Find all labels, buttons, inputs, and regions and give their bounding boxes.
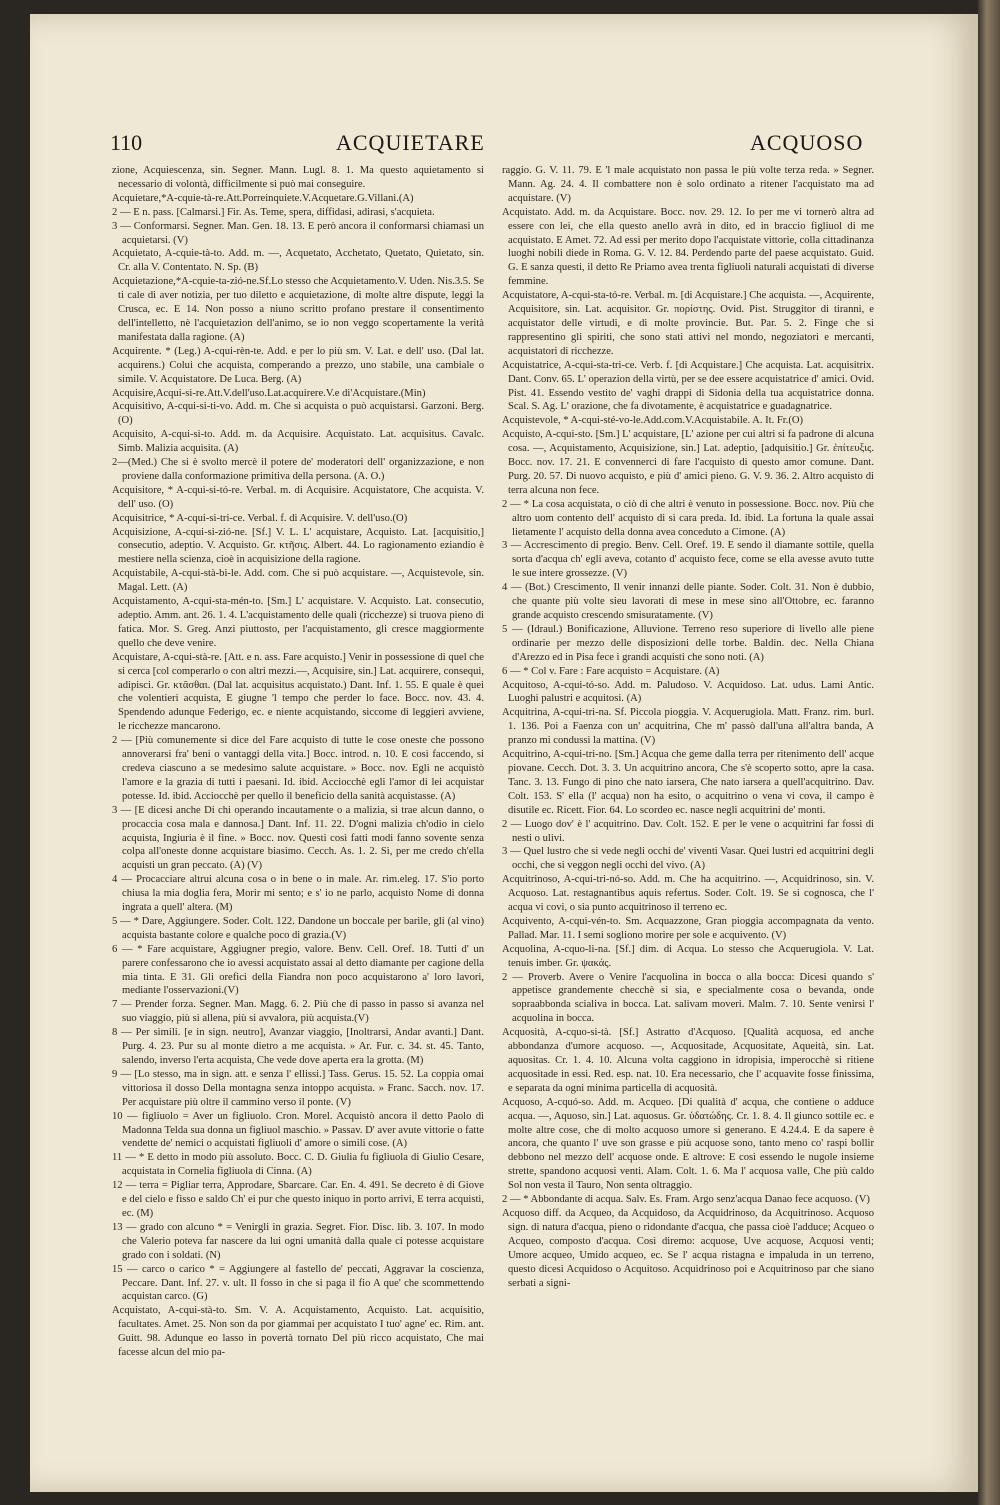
dictionary-entry: Acquitrinoso, A-cqui-tri-nó-so. Add. m. Che ha acquitrino. —, Acquidrinoso, sin. V. Acquoso. Lat. restagnantibus aquis refertus. Soder. Colt. 19. Se si cognosca, che l' acqua vi covi, o sia punto acquitrinoso il terreno ec. (502, 874, 874, 914)
dictionary-entry: Acquoso diff. da Acqueo, da Acquidoso, da Acquidrinoso, da Acquitrinoso. Acquoso sign. di natura d'acqua, pieno o ridondante d'acqua, che passa cioè l'adduce; Acqueo o Acqueo, composto d'acqua. Così diremo: acquose, Uve acquose, Acquosi venti; Umore acqueo, Umido acqueo, ec. Se l' acqua ristagna e impaluda in un terreno, questo dicesi Acquidoso o Acquitoso. Acquidrinoso poi e Acquitrinoso par che siano serbati a signi- (502, 1207, 874, 1289)
dictionary-entry: 7 — Prender forza. Segner. Man. Magg. 6. 2. Più che di passo in passo si avanza nel suo viaggio, più si allena, più si avvalora, più acquista.(V) (112, 999, 484, 1025)
dictionary-entry: Acquitrina, A-cqui-tri-na. Sf. Piccola pioggia. V. Acquerugiola. Matt. Franz. rim. burl. 1. 136. Poi a Faenza con un' acquitrina, Che m' passò dall'una all'altra banda, A pranzo mi condussi la mattina. (V) (502, 707, 874, 747)
dictionary-entry: Acquietazione,*A-cquie-ta-zió-ne.Sf.Lo stesso che Acquietamento.V. Uden. Nis.3.5. Se ti cale di aver notizia, per tuo diletto e acquietazione, di molte altre dispute, leggi la Crusca, ec. E 14. Non posso a niuno scritto profano prestare il consentimento dell'intelletto, nè l'acquietazion dell'animo, se io non veggo scopertamente la verità manifestata dalla ragione. (A) (112, 276, 484, 343)
dictionary-entry: zione, Acquiescenza, sin. Segner. Mann. Lugl. 8. 1. Ma questo aquietamento si necessario di volontà, difficilmente si può mai conseguire. (112, 165, 484, 190)
dictionary-entry: Acquosità, A-cquo-si-tà. [Sf.] Astratto d'Acquoso. [Qualità acquosa, ed anche abbondanza d'umore acquoso. —, Acquositade, Acquositate, Aqueità, sin. Lat. aquositas. Cr. 1. 4. 10. Alcuna volta caggiono in idropisia, imperocchè si ritiene acquositade in essi. Red. esp. nat. 10. Era necessario, che l' acquavite fosse finissima, e separata da ogni minima particella di acquosità. (502, 1027, 874, 1094)
dictionary-entry: 6 — * Col v. Fare : Fare acquisto = Acquistare. (A) (502, 665, 720, 677)
dictionary-entry: Acquisitrice, * A-cqui-si-tri-ce. Verbal. f. di Acquisire. V. dell'uso.(O) (112, 512, 408, 524)
dictionary-entry: 9 — [Lo stesso, ma in sign. att. e senza l' ellissi.] Tass. Gerus. 15. 52. La coppia omai vittoriosa il dosso Della montagna senza intoppo acquista. » Franc. Sacch. nov. 17. Per acquistare più oltre il cammino verso il ponte. (V) (112, 1068, 484, 1108)
dictionary-entry: Acquitoso, A-cqui-tó-so. Add. m. Paludoso. V. Acquidoso. Lat. udus. Lami Antic. Luoghi palustri e acquitosi. (A) (502, 679, 874, 705)
dictionary-entry: 12 — terra = Pigliar terra, Approdare, Sbarcare. Car. En. 4. 491. Se decreto è di Giove e del cielo e fisso e saldo Ch' ei pur che questo iniquo in porto arrivi, E terra acquisti, ec. (M) (112, 1180, 484, 1219)
dictionary-entry: 2—(Med.) Che si è svolto mercè il potere de' moderatori dell' organizzazione, e non proviene dalla conformazione primitiva della persona. (A. O.) (112, 457, 484, 482)
dictionary-entry: 3 — [E dicesi anche Di chi operando incautamente o a malizia, si trae alcun danno, o procaccia cosa mala e dannosa.] Dant. Inf. 11. 22. D'ogni malizia ch'odio in cielo acquista, Ingiuria è il fine. » Bocc. nov. Questi così fatti modi fanno sovente senza colpa all'oneste donne acquistare biasimo. Cecch. As. 1. 2. Sì, per me credo ch'ella acquisti un gran peccato. (A) (V) (112, 804, 484, 872)
dictionary-entry: Acquietare,*A-cquie-tà-re.Att.Porreinquiete.V.Acquetare.G.Villani.(A) (112, 192, 414, 204)
dictionary-entry: Acquisto, A-cqui-sto. [Sm.] L' acquistare, [L' azione per cui altri si fa padrone di alcuna cosa. —, Acquistamento, Acquisizione, sin.] Lat. adeptio, [adquisitio.] Gr. ἐπίτευξις. Bocc. nov. 17. 21. E convennerci di fare l'acquisto di questo amor comune. Dant. Purg. 20. 57. Di nuovo acquisto, e più d' amici pieno. G. V. 9. 36. 2. Altro acquisto di terra alcuna non fece. (502, 429, 874, 496)
dictionary-entry: Acquietato, A-cquie-tà-to. Add. m. —, Acquetato, Acchetato, Quetato, Quietato, sin. Cr. alla V. Contentato. N. Sp. (B) (112, 248, 484, 274)
dictionary-page (30, 14, 978, 1492)
dictionary-entry: 3 — Quel lustro che si vede negli occhi de' viventi Vasar. Quei lustri ed acquitrini degli occhi, che si veggon negli occhi del vivo. (A) (502, 846, 874, 872)
dictionary-entry: Acquirente. * (Leg.) A-cqui-rèn-te. Add. e per lo più sm. V. Lat. e dell' uso. (Dal lat. acquirens.) Colui che acquista, comperando a prezzo, uno stabile, una cambiale o simile. V. Acquistatore. De Luca. Berg. (A) (112, 345, 484, 385)
dictionary-entry: 5 — (Idraul.) Bonificazione, Alluvione. Terreno reso superiore di livello alle piene ordinarie per mezzo delle disposizioni delle torbe. Baldin. dec. Nella Chiana d'Arezzo ed in Pisa fece i grandi acquisti che sono noti. (A) (502, 623, 874, 663)
dictionary-entry: 8 — Per simili. [e in sign. neutro], Avanzar viaggio, [Inoltrarsi, Andar avanti.] Dant. Purg. 4. 23. Pur su al monte dietro a me acquista. » Ar. Fur. c. 34. st. 45. Tanto, salendo, inverso l'erta acquista, Che vede dove aperta era la grotta. (M) (112, 1027, 484, 1066)
left-headword: ACQUIETARE (336, 130, 485, 155)
dictionary-entry: Acquivento, A-cqui-vén-to. Sm. Acquazzone, Gran pioggia accompagnata da vento. Pallad. Mar. 11. I semi sogliono morire per sole e acquivento. (V) (502, 915, 874, 941)
dictionary-entry: 2 — E n. pass. [Calmarsi.] Fir. As. Teme, spera, diffidasi, adirasi, s'acquieta. (112, 206, 435, 218)
dictionary-entry: Acquisitivo, A-cqui-si-ti-vo. Add. m. Che si acquista o può acquistarsi. Garzoni. Berg. (O) (112, 401, 484, 427)
dictionary-entry: 11 — * E detto in modo più assoluto. Bocc. C. D. Giulia fu figliuola di Giulio Cesare, acquistata in Cornelia figliuola di Cinna. (A) (112, 1152, 484, 1178)
dictionary-entry: raggio. G. V. 11. 79. E 'l male acquistato non passa le più volte terza reda. » Segner. Mann. Ag. 24. 4. Il combattere non è solo ordinato a ritener l'acquistato ma ad acquistare. (V) (502, 165, 874, 204)
dictionary-entry: 2 — * La cosa acquistata, o ciò di che altri è venuto in possessione. Bocc. nov. Più che altro uom contento dell' acquisto di sì cara preda. Id. ibid. La fortuna la quale assai lietamente l' acquisto della donna avea conceduto a Cimone. (A) (502, 498, 874, 538)
dictionary-entry: 15 — carco o carico * = Aggiungere al fastello de' peccati, Aggravar la coscienza, Peccare. Dant. Inf. 27. v. ult. Il fosso in che si paga il fio A que' che scommettendo acquistan carco. (G) (112, 1263, 484, 1303)
dictionary-entry: 3 — Accrescimento di pregio. Benv. Cell. Oref. 19. E sendo il diamante sottile, quella sorta d'acqua ch' egli aveva, cotanto d' acquisto fece, come se ella avesse avuto tutte le sue intere grossezze. (V) (502, 540, 874, 580)
dictionary-entry: Acquistato. Add. m. da Acquistare. Bocc. nov. 29. 12. Io per me vi tornerò altra ad essere con lei, che ella questo anello avrà in dito, ed in braccio figliuol di me acquistato. E Amet. 72. Ad essi per merito dopo l'acquistate vittorie, colla cittadinanza luoghi nobili diede in Roma. G. V. 12. 84. Perdendo parte del paese acquistato. Guid. G. E sanza questi, il detto Re Priamo avea trenta figliuoli naturali acquistati di diverse femmine. (502, 206, 874, 288)
dictionary-entry: Acquistare, A-cqui-stà-re. [Att. e n. ass. Fare acquisto.] Venir in possessione di quel che si cerca [col comperarlo o con altri mezzi.—, Acquisire, sin.] Lat. acquirere, consequi, adipisci. Gr. κτᾶσθαι. (Dal lat. acquisitus acquistato.) Dant. Inf. 1. 55. E quale è quei che volentieri acquista, E giugne 'l tempo che perder lo face. Bocc. nov. 43. 4. Spendendo adunque Federigo, ec. e niente acquistando, siccome di leggieri avviene, le ricchezze mancarono. (112, 651, 484, 733)
dictionary-entry: Acquistevole, * A-cqui-sté-vo-le.Add.com.V.Acquistabile. A. It. Fr.(O) (502, 415, 804, 427)
dictionary-entry: 3 — Conformarsi. Segner. Man. Gen. 18. 13. E però ancora il conformarsi chiamasi un acquietarsi. (V) (112, 220, 484, 246)
dictionary-entry: 4 — (Bot.) Crescimento, Il venir innanzi delle piante. Soder. Colt. 31. Non è dubbio, che quante più volte sieu lavorati di mese in mese sino all'Ottobre, ec. faranno grande acquisto crescendo smisuratamente. (V) (502, 582, 874, 621)
dictionary-entry: 2 — Luogo dov' è l' acquitrino. Dav. Colt. 152. E per le vene o acquitrini far fossi di nesti o ulivi. (502, 818, 874, 844)
dictionary-entry: 6 — * Fare acquistare, Aggiugner pregio, valore. Benv. Cell. Oref. 18. Tutti d' un parere confessarono che io avessi acquistato assai al detto diamante per cagione della mia tinta. E 31. Gli orefici della Fiandra non poco acquistarono a' loro lavori, mediante l'osservazioni.(V) (112, 943, 484, 997)
page-number: 110 (110, 130, 143, 155)
dictionary-entry: Acquisito, A-cqui-si-to. Add. m. da Acquisire. Acquistato. Lat. acquisitus. Cavalc. Simb. Malizia acquisita. (A) (112, 429, 484, 455)
dictionary-entry: Acquistatrice, A-cqui-sta-tri-ce. Verb. f. [di Acquistare.] Che acquista. Lat. acquisitrix. Dant. Conv. 65. L' operazion della virtù, per se dee essere acquistatrice d' amici. Ovid. Pist. 41. Essendo vestito de' vaghi drappi di Sidonia della tua acquistatrice donna. Scal. S. Ag. L' orazione, che fa divotamente, è acquistatrice e guadagnatrice. (502, 359, 874, 413)
page-header (110, 130, 880, 164)
left-column (112, 164, 484, 1484)
dictionary-entry: Acquistato, A-cqui-stà-to. Sm. V. A. Acquistamento, Acquisto. Lat. acquisitio, facultates. Amet. 25. Non son da por giammai per acquistato I tuo' agne' ec. Rim. ant. Guitt. 98. Adunque eo lasso in povertà tornato Del più ricco acquistato, Che mai facesse alcun del mio pa- (112, 1305, 484, 1359)
dictionary-entry: Acquolina, A-cquo-li-na. [Sf.] dim. di Acqua. Lo stesso che Acquerugiola. V. Lat. tenuis imber. Gr. ψακάς. (502, 943, 874, 969)
dictionary-entry: Acquisire,Acqui-si-re.Att.V.dell'uso.Lat.acquirere.V.e di'Acquistare.(Min) (112, 387, 426, 399)
dictionary-entry: Acquisizione, A-cqui-si-zió-ne. [Sf.] V. L. L' acquistare, Acquisto. Lat. [acquisitio,] consecutio, adeptio. V. Acquisto. Gr. κτῆσις. Albert. 44. Lo ragionamento eziandio è mestiere nella scienza, cioè in acquisizione della ragione. (112, 526, 484, 566)
right-column (502, 164, 874, 1484)
dictionary-entry: 2 — * Abbondante di acqua. Salv. Es. Fram. Argo senz'acqua Danao fece acquoso. (V) (502, 1194, 870, 1206)
dictionary-entry: 5 — * Dare, Aggiungere. Soder. Colt. 122. Dandone un boccale per barile, gli (al vino) acquista bastante colore e qualche poco di grazia.(V) (112, 915, 484, 941)
right-headword: ACQUOSO (750, 130, 864, 155)
dictionary-entry: 4 — Procacciare altrui alcuna cosa o in bene o in male. Ar. rim.eleg. 17. S'io porto chiusa la mia doglia fera, Morir mi sento; e s' io ne parlo, acquisto Nome di donna ingrata a quell' altera. (M) (112, 874, 484, 914)
dictionary-entry: Acquistamento, A-cqui-sta-mén-to. [Sm.] L' acquistare. V. Acquisto. Lat. consecutio, adeptio. Amm. ant. 26. 1. 4. L'acquistamento delle quali (ricchezze) si truova pieno di fatica. Mor. S. Greg. Anzi piuttosto, per l'acquistamento, gli cresce maggiormente quello che deve venire. (112, 596, 484, 649)
dictionary-entry: 2 — [Più comunemente si dice del Fare acquisto di tutte le cose oneste che possono annoverarsi fra' beni o vantaggi della vita.] Bocc. introd. n. 10. E così faccendo, si credeva ciascuno a se medesimo salute acquistare. » Bocc. nov. Egli ne acquistò l'amore e la grazia di tutti i paesani. Id. ibid. Acciocchè egli l'amor di lei acquistar potesse. Id. ibid. Acciocchè per quello il beneficio della sanità acquistasse. (A) (112, 735, 484, 802)
page-edge (978, 0, 1000, 1505)
dictionary-entry: Acquistabile, A-cqui-stà-bi-le. Add. com. Che si può acquistare. —, Acquistevole, sin. Magal. Lett. (A) (112, 568, 484, 594)
dictionary-entry: 10 — figliuolo = Aver un figliuolo. Cron. Morel. Acquistò ancora il detto Paolo di Madonna Telda sua donna un figliuol maschio. » Passav. D' aver avute vittorie o fatte vendette de' nemici o acquistati figliuoli d' amore o simili cose. (A) (112, 1110, 484, 1150)
dictionary-entry: Acquistatore, A-cqui-sta-tó-re. Verbal. m. [di Acquistare.] Che acquista. —, Acquirente, Acquisitore, sin. Lat. acquisitor. Gr. πορίστης. Ovid. Pist. Struggitor di tiranni, e acquistator delle virtudi, e di molte provincie. But. Par. 5. 2. Finge che si rappresentino gli spiriti, che sono stati attivi nel mondo, negoziatori e mercanti, acquistatori di ricchezze. (502, 290, 874, 357)
dictionary-entry: Acquitrino, A-cqui-tri-no. [Sm.] Acqua che geme dalla terra per ritenimento dell' acque piovane. Cecch. Dot. 3. 3. Un acquitrino ancora, Che s'è scoperto sotto, apre la casa. Tanc. 3. 13. Fungo di pino che nato iarsera, Che nato iarsera a quell'acquitrino. Dav. Colt. 153. S' ella (l' acqua) non ha esito, o acquitrino o vena vi cova, il campo è disutile ec. Ricett. Fior. 64. Lo scordeo ec. nasce negli acquitrini de' monti. (502, 749, 874, 816)
dictionary-entry: Acquoso, A-cquó-so. Add. m. Acqueo. [Di qualità d' acqua, che contiene o adduce acqua. —, Aquoso, sin.] Lat. aquosus. Gr. ὑδατώδης. Cr. 1. 8. 4. Il giunco sottile ec. e molte altre cose, che di molto acquoso umore si generano. E 4.24.4. E da sapere è ancora, che quanto l' uve son grasse e più acquose sono, tanto meno co' raspi bollir debbono nel mezzo dell' acquose onde. E altrove: E così essendo le nugole insieme strette, spandono acquosi venti. Alam. Colt. 1. 6. Ma l' acquosa valle, Che più caldo Sol non vesta il Tauro, Non senta oltraggio. (502, 1096, 874, 1192)
dictionary-entry: 2 — Proverb. Avere o Venire l'acquolina in bocca o alla bocca: Dicesi quando s' appetisce grandemente checchè si sia, e specialmente cosa o bevanda, onde sopraabbonda scialiva in bocca. Lat. salivam moveri. Malm. 7. 10. Sente venirsi l' acquolina in bocca. (502, 971, 874, 1025)
dictionary-entry: 13 — grado con alcuno * = Venirgli in grazia. Segret. Fior. Disc. lib. 3. 107. In modo che Valerio poteva far nascere da lui ogni umanità dalla quale ci potesse acquistare grado con i soldati. (N) (112, 1221, 484, 1261)
dictionary-entry: Acquisitore, * A-cqui-si-tó-re. Verbal. m. di Acquisire. Acquistatore, Che acquista. V. dell' uso. (O) (112, 484, 484, 510)
